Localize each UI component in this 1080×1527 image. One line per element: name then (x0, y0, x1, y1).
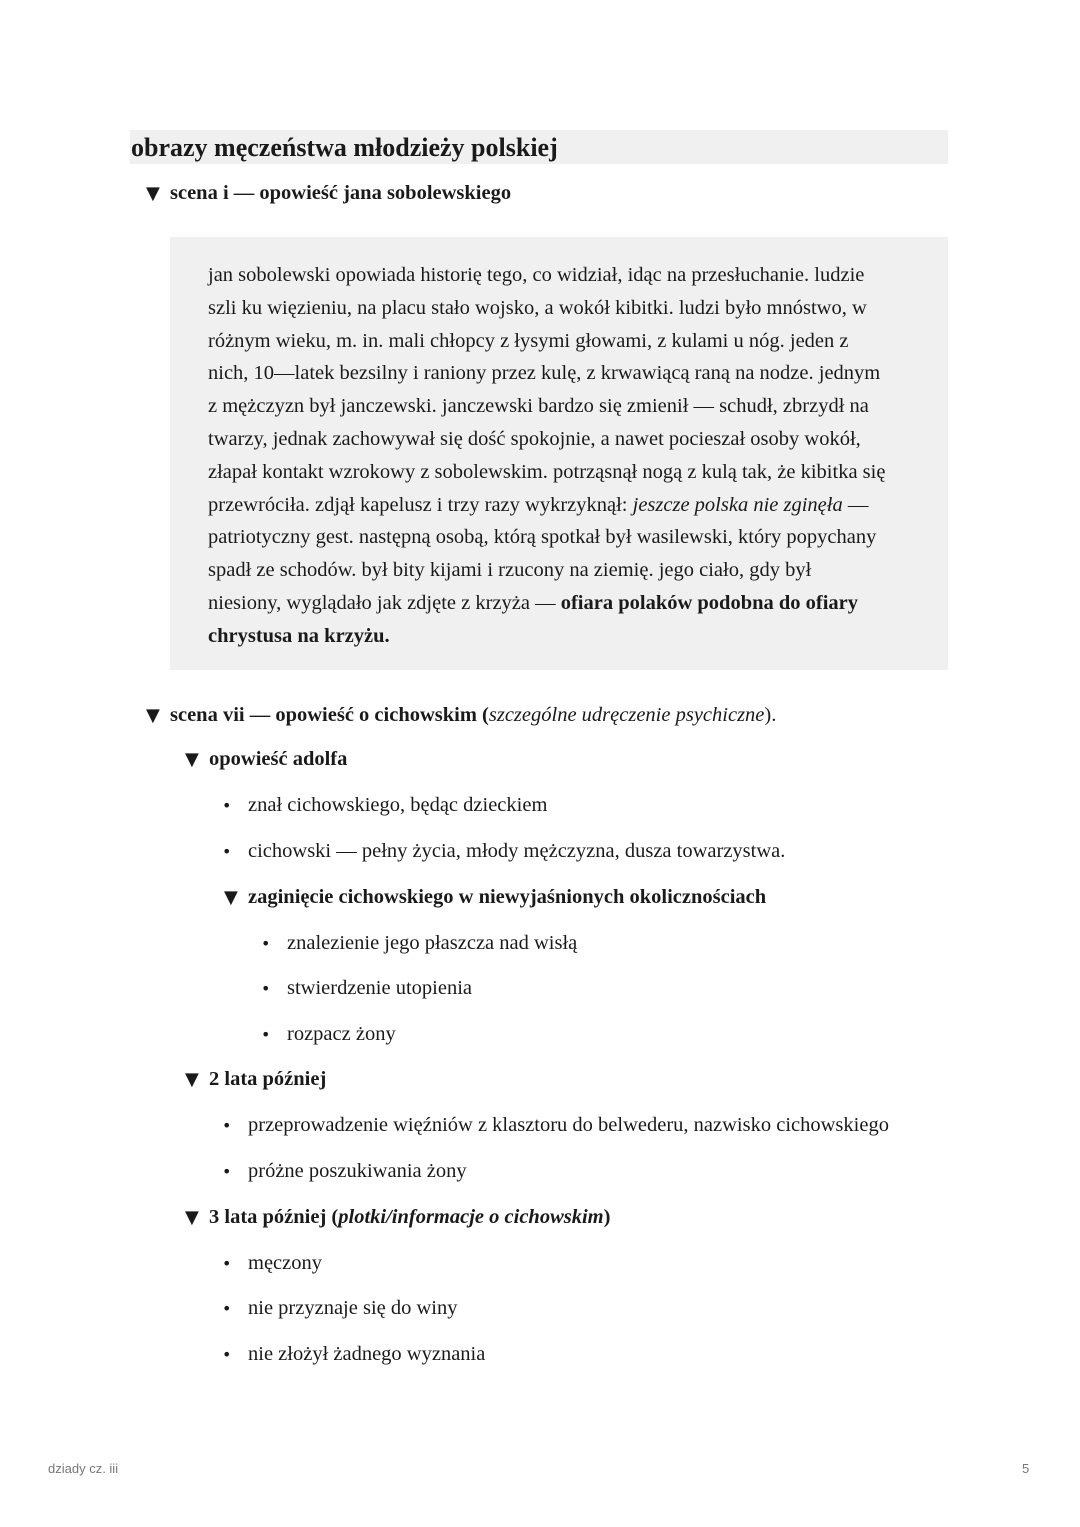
list-item-text: męczony (248, 1252, 322, 1274)
toggle-three-years[interactable] (185, 1203, 610, 1232)
quote-line: twarzy, jednak zachowywał się dość spokojnie, a nawet pocieszał osoby wokół, (208, 427, 861, 450)
three-years-heading-tail: ) (603, 1206, 611, 1228)
two-years-heading: 2 lata później (209, 1068, 327, 1090)
quote-italic-cry: jeszcze polska nie zginęła (632, 493, 843, 516)
list-item-text: próżne poszukiwania żony (248, 1160, 467, 1182)
footer-page-number: 5 (1022, 1461, 1030, 1476)
toggle-triangle-icon[interactable]: ▼ (146, 183, 160, 204)
list-item-text: przeprowadzenie więźniów z klasztoru do belwederu, nazwisko cichowskiego (248, 1114, 889, 1136)
quote-bold-conclusion: ofiara polaków podobna do ofiary (560, 591, 859, 614)
bullet-icon: • (222, 1345, 232, 1364)
quote-line (208, 489, 918, 522)
quote-line: chrystusa na krzyżu. (208, 624, 390, 647)
quote-text: — (842, 493, 869, 516)
list-item (222, 1111, 889, 1140)
quote-line (208, 587, 918, 620)
bullet-icon: • (261, 1025, 271, 1044)
section-title: obrazy męczeństwa młodzieży polskiej (130, 130, 948, 164)
bullet-icon: • (222, 842, 232, 861)
list-item-text: stwierdzenie utopienia (287, 977, 473, 999)
bullet-icon: • (222, 1116, 232, 1135)
list-item (222, 1157, 467, 1186)
list-item-text: cichowski — pełny życia, młody mężczyzna, dusza towarzystwa. (248, 840, 786, 862)
bullet-icon: • (261, 979, 271, 998)
scene-i-heading: scena i — opowieść jana sobolewskiego (170, 182, 512, 204)
scene-vii-heading-tail: ). (764, 704, 777, 726)
list-item-text: rozpacz żony (287, 1023, 396, 1045)
list-item-text: znalezienie jego płaszcza nad wisłą (287, 932, 578, 954)
scene-vii-heading-italic: szczególne udręczenie psychiczne (488, 704, 765, 726)
disappearance-heading: zaginięcie cichowskiego w niewyjaśnionych okolicznościach (248, 886, 767, 908)
quote-line: nich, 10—latek bezsilny i raniony przez kulę, z krwawiącą raną na nodze. jednym (208, 362, 881, 385)
toggle-triangle-icon[interactable]: ▼ (224, 887, 238, 908)
bullet-icon: • (222, 1299, 232, 1318)
list-item (261, 974, 472, 1003)
quote-text: przewróciła. zdjął kapelusz i trzy razy wykrzyknął: (208, 493, 633, 516)
quote-line: patriotyczny gest. następną osobą, którą spotkał był wasilewski, który popychany (208, 526, 877, 549)
adolf-heading: opowieść adolfa (209, 748, 348, 770)
quote-line: spadł ze schodów. był bity kijami i rzucony na ziemię. jego ciało, gdy był (208, 559, 812, 582)
quote-line: różnym wieku, m. in. mali chłopcy z łysymi głowami, z kulami u nóg. jeden z (208, 329, 849, 352)
quote-line: jan sobolewski opowiada historię tego, co widział, idąc na przesłuchanie. ludzie (208, 264, 865, 286)
list-item (222, 1340, 485, 1369)
toggle-scene-i[interactable] (146, 179, 511, 208)
bullet-icon: • (222, 1254, 232, 1273)
scene-vii-heading: scena vii — opowieść o cichowskim ( (170, 704, 489, 726)
bullet-icon: • (222, 1162, 232, 1181)
list-item (222, 837, 785, 866)
bullet-icon: • (222, 796, 232, 815)
list-item (222, 1249, 322, 1278)
quote-text: niesiony, wyglądało jak zdjęte z krzyża — (208, 591, 561, 614)
quote-line: z mężczyzn był janczewski. janczewski bardzo się zmienił — schudł, zbrzydł na (208, 395, 869, 418)
toggle-triangle-icon[interactable]: ▼ (146, 705, 160, 726)
scene-i-quote-block (170, 237, 948, 670)
three-years-heading-italic: plotki/informacje o cichowskim (338, 1206, 604, 1228)
list-item (222, 791, 547, 820)
list-item (222, 1294, 457, 1323)
toggle-triangle-icon[interactable]: ▼ (185, 749, 199, 770)
quote-line: szli ku więzieniu, na placu stało wojsko, a wokół kibitki. ludzi było mnóstwo, w (208, 296, 867, 319)
toggle-adolf[interactable] (185, 745, 347, 774)
toggle-two-years[interactable] (185, 1065, 326, 1094)
list-item (261, 1020, 396, 1049)
quote-line: złapał kontakt wzrokowy z sobolewskim. potrząsnął nogą z kulą tak, że kibitka się (208, 460, 886, 483)
list-item (261, 929, 577, 958)
list-item-text: znał cichowskiego, będąc dzieckiem (248, 794, 548, 816)
toggle-triangle-icon[interactable]: ▼ (185, 1069, 199, 1090)
bullet-icon: • (261, 934, 271, 953)
toggle-scene-vii[interactable] (146, 701, 776, 730)
toggle-disappearance[interactable] (224, 883, 766, 912)
three-years-heading: 3 lata później ( (209, 1206, 339, 1228)
footer-doc-title: dziady cz. iii (48, 1461, 119, 1476)
list-item-text: nie przyznaje się do winy (248, 1297, 458, 1319)
toggle-triangle-icon[interactable]: ▼ (185, 1207, 199, 1228)
list-item-text: nie złożył żadnego wyznania (248, 1343, 486, 1365)
